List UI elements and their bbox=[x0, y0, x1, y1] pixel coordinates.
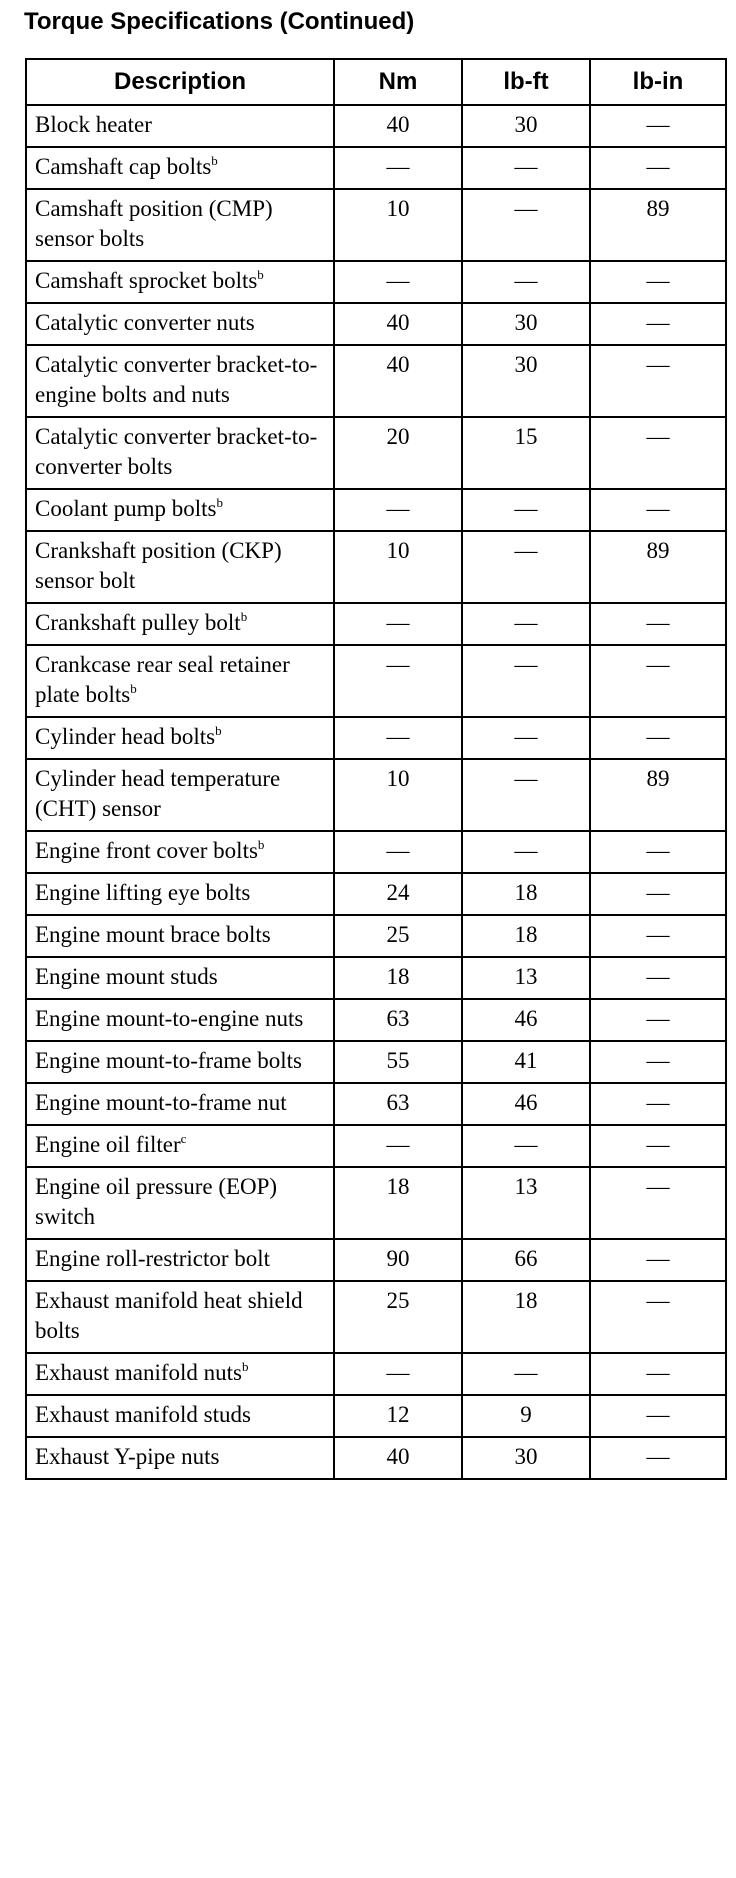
table-row bbox=[26, 489, 726, 531]
footnote-marker: c bbox=[180, 1131, 187, 1146]
lb-in-value: — bbox=[590, 1167, 726, 1239]
lb-ft-value: 30 bbox=[462, 1437, 590, 1479]
footnote-marker: b bbox=[240, 609, 248, 624]
lb-ft-value: — bbox=[462, 261, 590, 303]
description-cell bbox=[26, 915, 334, 957]
description-text: Exhaust Y-pipe nuts bbox=[35, 1444, 220, 1469]
description-text: Engine oil filter bbox=[35, 1132, 181, 1157]
lb-in-value: 89 bbox=[590, 531, 726, 603]
table-row bbox=[26, 1041, 726, 1083]
table-row bbox=[26, 105, 726, 147]
nm-value: 18 bbox=[334, 957, 462, 999]
description-cell bbox=[26, 873, 334, 915]
nm-value: 40 bbox=[334, 105, 462, 147]
description-cell bbox=[26, 531, 334, 603]
description-text: Camshaft position (CMP) sensor bolts bbox=[35, 196, 273, 251]
description-text: Crankshaft position (CKP) sensor bolt bbox=[35, 538, 282, 593]
nm-value: — bbox=[334, 147, 462, 189]
description-text: Camshaft sprocket bolts bbox=[35, 268, 258, 293]
description-text: Exhaust manifold studs bbox=[35, 1402, 251, 1427]
table-row bbox=[26, 1239, 726, 1281]
lb-in-value: — bbox=[590, 345, 726, 417]
lb-ft-value: 41 bbox=[462, 1041, 590, 1083]
description-text: Catalytic converter bracket-to-converter bolts bbox=[35, 424, 318, 479]
table-row bbox=[26, 147, 726, 189]
nm-value: 40 bbox=[334, 303, 462, 345]
table-row bbox=[26, 603, 726, 645]
table-body bbox=[26, 105, 726, 1479]
description-text: Crankshaft pulley bolt bbox=[35, 610, 241, 635]
footnote-marker: b bbox=[257, 837, 265, 852]
description-cell bbox=[26, 417, 334, 489]
description-cell bbox=[26, 147, 334, 189]
nm-value: 18 bbox=[334, 1167, 462, 1239]
nm-value: — bbox=[334, 645, 462, 717]
nm-value: 25 bbox=[334, 915, 462, 957]
description-text: Engine front cover bolts bbox=[35, 838, 258, 863]
lb-ft-value: 18 bbox=[462, 915, 590, 957]
description-text: Catalytic converter bracket-to-engine bolts and nuts bbox=[35, 352, 318, 407]
lb-in-value: — bbox=[590, 1125, 726, 1167]
description-cell bbox=[26, 759, 334, 831]
nm-value: 55 bbox=[334, 1041, 462, 1083]
description-cell bbox=[26, 831, 334, 873]
description-cell bbox=[26, 303, 334, 345]
table-row bbox=[26, 345, 726, 417]
lb-in-value: — bbox=[590, 1083, 726, 1125]
description-cell bbox=[26, 957, 334, 999]
header-lb-in: lb-in bbox=[590, 59, 726, 105]
table-row bbox=[26, 1281, 726, 1353]
nm-value: 63 bbox=[334, 999, 462, 1041]
description-cell bbox=[26, 645, 334, 717]
footnote-marker: b bbox=[257, 267, 264, 282]
lb-in-value: 89 bbox=[590, 759, 726, 831]
nm-value: — bbox=[334, 717, 462, 759]
lb-in-value: — bbox=[590, 603, 726, 645]
lb-ft-value: — bbox=[462, 189, 590, 261]
lb-ft-value: 30 bbox=[462, 345, 590, 417]
table-row bbox=[26, 261, 726, 303]
table-row bbox=[26, 759, 726, 831]
lb-ft-value: — bbox=[462, 147, 590, 189]
lb-ft-value: 46 bbox=[462, 999, 590, 1041]
nm-value: — bbox=[334, 603, 462, 645]
table-row bbox=[26, 645, 726, 717]
description-cell bbox=[26, 1395, 334, 1437]
description-text: Exhaust manifold nuts bbox=[35, 1360, 242, 1385]
table-row bbox=[26, 717, 726, 759]
lb-ft-value: — bbox=[462, 717, 590, 759]
description-cell bbox=[26, 999, 334, 1041]
lb-in-value: — bbox=[590, 1395, 726, 1437]
page-title: Torque Specifications (Continued) bbox=[24, 8, 415, 35]
footnote-marker: b bbox=[241, 1359, 249, 1374]
lb-in-value: — bbox=[590, 1353, 726, 1395]
nm-value: 40 bbox=[334, 345, 462, 417]
table-row bbox=[26, 1083, 726, 1125]
table-header-row bbox=[26, 59, 726, 105]
lb-in-value: — bbox=[590, 957, 726, 999]
table-row bbox=[26, 1395, 726, 1437]
description-cell bbox=[26, 1125, 334, 1167]
header-description: Description bbox=[26, 59, 334, 105]
lb-ft-value: — bbox=[462, 759, 590, 831]
lb-in-value: — bbox=[590, 147, 726, 189]
lb-ft-value: 66 bbox=[462, 1239, 590, 1281]
description-text: Cylinder head bolts bbox=[35, 724, 216, 749]
table-row bbox=[26, 1437, 726, 1479]
lb-in-value: — bbox=[590, 717, 726, 759]
footnote-marker: b bbox=[211, 153, 218, 168]
lb-ft-value: — bbox=[462, 531, 590, 603]
description-cell bbox=[26, 1353, 334, 1395]
lb-in-value: — bbox=[590, 873, 726, 915]
torque-spec-table bbox=[25, 58, 727, 1480]
nm-value: 20 bbox=[334, 417, 462, 489]
lb-in-value: — bbox=[590, 261, 726, 303]
description-text: Engine roll-restrictor bolt bbox=[35, 1246, 271, 1271]
description-cell bbox=[26, 1239, 334, 1281]
description-cell bbox=[26, 345, 334, 417]
description-cell bbox=[26, 105, 334, 147]
description-text: Catalytic converter nuts bbox=[35, 310, 255, 335]
table-row bbox=[26, 1125, 726, 1167]
nm-value: 63 bbox=[334, 1083, 462, 1125]
lb-in-value: 89 bbox=[590, 189, 726, 261]
table-row bbox=[26, 873, 726, 915]
description-cell bbox=[26, 261, 334, 303]
description-text: Engine oil pressure (EOP) switch bbox=[35, 1174, 278, 1229]
description-text: Exhaust manifold heat shield bolts bbox=[35, 1288, 303, 1343]
description-cell bbox=[26, 1281, 334, 1353]
table-row bbox=[26, 831, 726, 873]
description-text: Camshaft cap bolts bbox=[35, 154, 212, 179]
nm-value: — bbox=[334, 1353, 462, 1395]
lb-ft-value: — bbox=[462, 1353, 590, 1395]
table-row bbox=[26, 915, 726, 957]
lb-ft-value: 30 bbox=[462, 303, 590, 345]
footnote-marker: b bbox=[216, 495, 223, 510]
nm-value: — bbox=[334, 261, 462, 303]
table-row bbox=[26, 999, 726, 1041]
description-cell bbox=[26, 1083, 334, 1125]
table-row bbox=[26, 531, 726, 603]
footnote-marker: b bbox=[215, 723, 222, 738]
nm-value: 10 bbox=[334, 531, 462, 603]
nm-value: 25 bbox=[334, 1281, 462, 1353]
description-cell bbox=[26, 189, 334, 261]
nm-value: 12 bbox=[334, 1395, 462, 1437]
description-text: Engine mount-to-engine nuts bbox=[35, 1006, 304, 1031]
description-cell bbox=[26, 717, 334, 759]
nm-value: 90 bbox=[334, 1239, 462, 1281]
description-cell bbox=[26, 489, 334, 531]
table-row bbox=[26, 1353, 726, 1395]
lb-in-value: — bbox=[590, 1281, 726, 1353]
lb-ft-value: 18 bbox=[462, 873, 590, 915]
description-text: Engine mount-to-frame bolts bbox=[35, 1048, 302, 1073]
lb-in-value: — bbox=[590, 915, 726, 957]
lb-ft-value: 15 bbox=[462, 417, 590, 489]
header-nm: Nm bbox=[334, 59, 462, 105]
lb-ft-value: — bbox=[462, 1125, 590, 1167]
lb-in-value: — bbox=[590, 303, 726, 345]
lb-ft-value: 13 bbox=[462, 1167, 590, 1239]
description-text: Cylinder head temperature (CHT) sensor bbox=[35, 766, 281, 821]
nm-value: 10 bbox=[334, 759, 462, 831]
nm-value: 40 bbox=[334, 1437, 462, 1479]
description-cell bbox=[26, 603, 334, 645]
lb-in-value: — bbox=[590, 831, 726, 873]
description-text: Coolant pump bolts bbox=[35, 496, 217, 521]
lb-in-value: — bbox=[590, 1437, 726, 1479]
footnote-marker: b bbox=[130, 681, 137, 696]
description-cell bbox=[26, 1041, 334, 1083]
lb-ft-value: — bbox=[462, 603, 590, 645]
nm-value: 10 bbox=[334, 189, 462, 261]
lb-ft-value: — bbox=[462, 645, 590, 717]
lb-ft-value: — bbox=[462, 489, 590, 531]
lb-in-value: — bbox=[590, 1041, 726, 1083]
description-cell bbox=[26, 1167, 334, 1239]
lb-in-value: — bbox=[590, 999, 726, 1041]
lb-ft-value: 9 bbox=[462, 1395, 590, 1437]
lb-ft-value: 18 bbox=[462, 1281, 590, 1353]
lb-ft-value: — bbox=[462, 831, 590, 873]
table-row bbox=[26, 1167, 726, 1239]
nm-value: — bbox=[334, 831, 462, 873]
description-cell bbox=[26, 1437, 334, 1479]
lb-in-value: — bbox=[590, 489, 726, 531]
table-row bbox=[26, 303, 726, 345]
description-text: Block heater bbox=[35, 112, 152, 137]
description-text: Engine mount brace bolts bbox=[35, 922, 271, 947]
lb-in-value: — bbox=[590, 645, 726, 717]
lb-in-value: — bbox=[590, 1239, 726, 1281]
description-text: Crankcase rear seal retainer plate bolts bbox=[35, 652, 290, 707]
description-text: Engine lifting eye bolts bbox=[35, 880, 251, 905]
lb-ft-value: 13 bbox=[462, 957, 590, 999]
lb-ft-value: 30 bbox=[462, 105, 590, 147]
nm-value: — bbox=[334, 1125, 462, 1167]
description-text: Engine mount studs bbox=[35, 964, 218, 989]
lb-in-value: — bbox=[590, 417, 726, 489]
nm-value: 24 bbox=[334, 873, 462, 915]
description-text: Engine mount-to-frame nut bbox=[35, 1090, 287, 1115]
table-row bbox=[26, 957, 726, 999]
lb-in-value: — bbox=[590, 105, 726, 147]
table-row bbox=[26, 189, 726, 261]
table-row bbox=[26, 417, 726, 489]
header-lb-ft: lb-ft bbox=[462, 59, 590, 105]
nm-value: — bbox=[334, 489, 462, 531]
lb-ft-value: 46 bbox=[462, 1083, 590, 1125]
